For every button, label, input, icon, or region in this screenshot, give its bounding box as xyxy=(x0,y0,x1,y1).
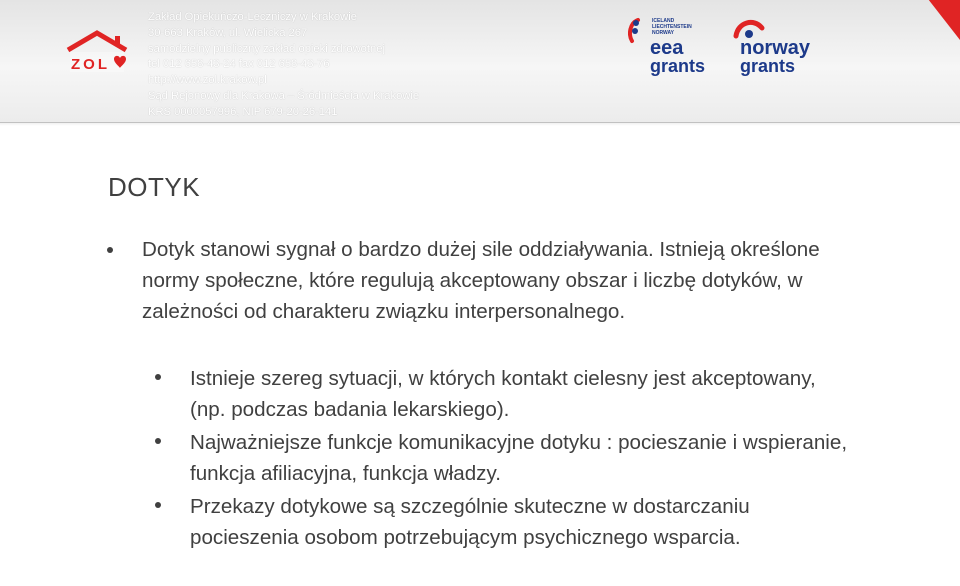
info-line-court: Sąd Rejonowy dla Krakowa – Śródmieścia w Krakowie xyxy=(148,89,420,102)
bullet-dot-icon xyxy=(155,438,161,444)
norway-logo-grants: grants xyxy=(740,56,796,76)
bullet-text: Dotyk stanowi sygnał o bardzo dużej sile oddziaływania. Istnieją określone normy społeczne, które regulują akceptowany obszar i liczbę dotyków, w zależności od charakteru związku interpersonalnego. xyxy=(142,238,820,323)
bullet-dot-icon xyxy=(155,374,161,380)
bullet-item xyxy=(142,234,862,327)
norway-logo-word: norway xyxy=(740,37,811,59)
slide-title: DOTYK xyxy=(108,172,201,202)
bullet-text: Istnieje szereg sytuacji, w których kontakt cielesny jest akceptowany, (np. podczas badania lekarskiego). xyxy=(190,367,816,421)
bullet-item xyxy=(190,491,850,553)
info-line-website: http://www.zol.krakow.pl xyxy=(148,74,267,87)
info-line-name: Zakład Opiekuńczo-Leczniczy w Krakowie xyxy=(148,11,357,23)
bullet-text: Przekazy dotykowe są szczególnie skuteczne w dostarczaniu pocieszenia osobom potrzebującym psychicznego wsparcia. xyxy=(190,495,750,549)
zol-logo-text: ZOL xyxy=(71,56,110,73)
eea-logo-word: eea xyxy=(650,37,684,59)
bullet-dot-icon xyxy=(155,502,161,508)
info-line-phone: tel 012 658-43-24 fax 012 658-43-76 xyxy=(148,58,330,71)
info-line-address: 30-663 Kraków, ul. Wielicka 267 xyxy=(148,26,308,39)
bullet-text: Najważniejsze funkcje komunikacyjne dotyku : pocieszanie i wspieranie, funkcja afiliacyjna, funkcja władzy. xyxy=(190,431,848,485)
bullet-item xyxy=(190,427,850,489)
eea-country-iceland: ICELAND xyxy=(652,18,675,24)
eea-country-liechtenstein: LIECHTENSTEIN xyxy=(652,24,692,30)
eea-logo-grants: grants xyxy=(650,56,706,76)
info-line-type: samodzielny publiczny zakład opieki zdrowotnej xyxy=(148,42,385,55)
info-line-registry: KRS 0000057996, NIP 679-20-26-141 xyxy=(148,105,338,118)
eea-country-norway: NORWAY xyxy=(652,30,674,36)
bullet-item xyxy=(190,363,850,425)
bullet-dot-icon xyxy=(107,247,113,253)
